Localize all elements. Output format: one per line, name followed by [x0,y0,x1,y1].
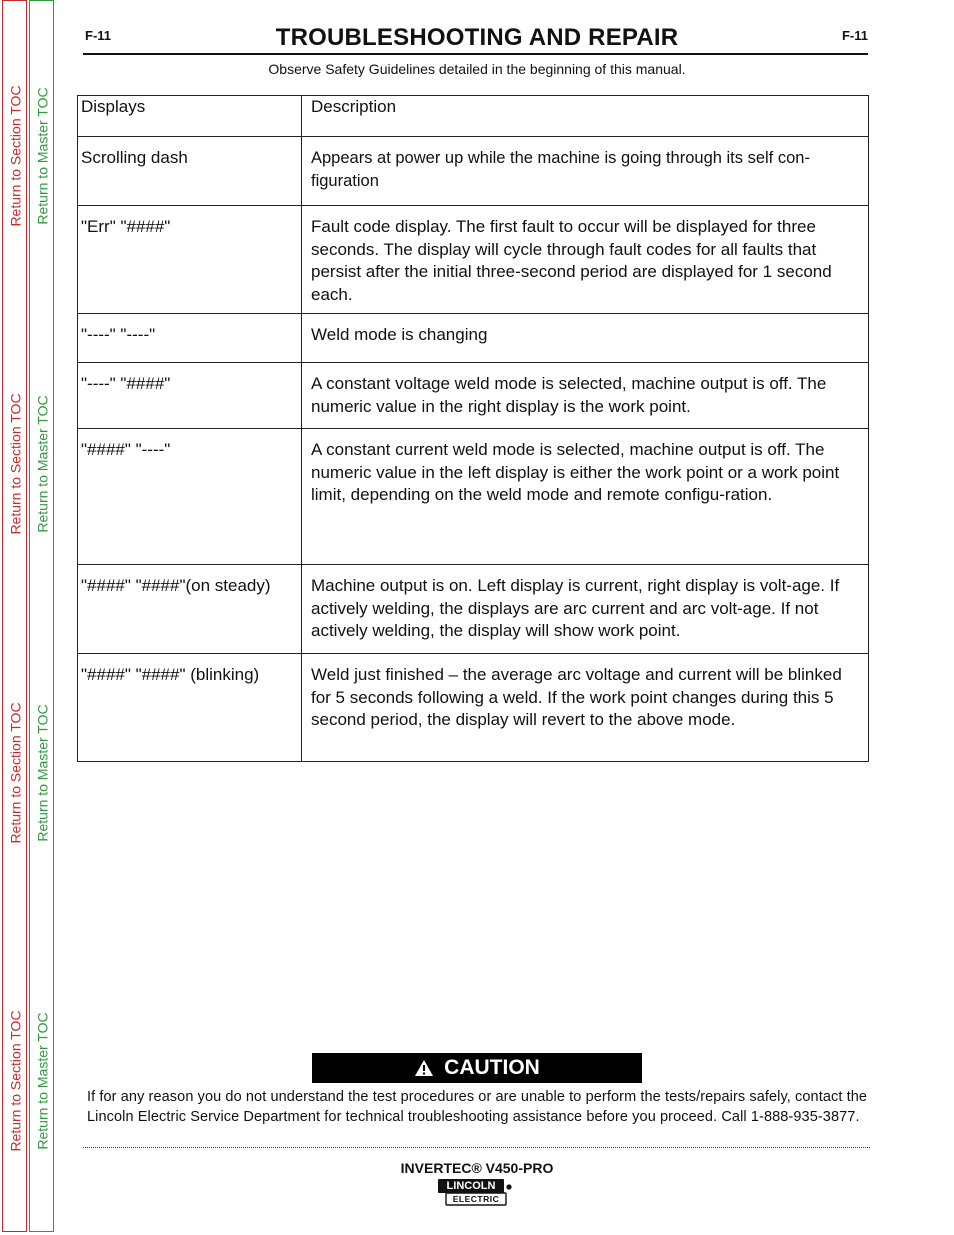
table-row [78,363,869,429]
section-toc-label: Return to Section TOC [7,1010,24,1152]
display-cell: "Err" "####" [78,206,302,314]
section-toc-label: Return to Section TOC [7,702,24,844]
master-toc-label: Return to Master TOC [34,395,51,533]
display-cell: "####" "####" (blinking) [78,654,302,762]
display-cell: Scrolling dash [78,137,302,206]
table-row [78,654,869,762]
display-cell: "----" "----" [78,314,302,363]
lincoln-electric-logo [437,1178,515,1208]
return-to-section-toc-link[interactable] [3,379,28,549]
master-toc-label: Return to Master TOC [34,1012,51,1150]
product-name: INVERTEC® V450-PRO [400,1160,554,1176]
return-to-section-toc-link[interactable] [3,71,28,241]
return-to-master-toc-link[interactable] [30,379,55,549]
table-row [78,429,869,565]
safety-note: Observe Safety Guidelines detailed in the beginning of this manual. [268,61,686,77]
footer-divider [83,1147,870,1148]
table-row [78,565,869,654]
return-to-section-toc-link[interactable] [3,688,28,858]
section-toc-sidebar [2,0,27,1232]
page-code-left: F-11 [85,28,112,43]
caution-text: If for any reason you do not understand the test procedures or are unable to perform the tests/repairs safely, contact the Lincoln Electric Service Department for technical troubleshooting assistance before you proceed. Call 1-888-935-3877. [87,1089,868,1125]
description-cell: A constant voltage weld mode is selected, machine output is off. The numeric value in the right display is the work point. [302,363,869,429]
master-toc-sidebar [29,0,54,1232]
header-displays: Displays [78,96,302,137]
return-to-master-toc-link[interactable] [30,688,55,858]
table-row [78,206,869,314]
master-toc-label: Return to Master TOC [34,87,51,225]
description-cell: Fault code display. The first fault to occur will be displayed for three seconds. The display will cycle through fault codes for all faults that persist after the initial three-second period are displayed for 1 second each. [302,206,869,314]
page-title: TROUBLESHOOTING AND REPAIR [275,24,679,51]
return-to-master-toc-link[interactable] [30,996,55,1166]
header-divider [83,53,868,55]
description-cell: Weld just finished – the average arc voltage and current will be blinked for 5 seconds following a weld. If the work point changes during this 5 second period, the display will revert to the above mode. [302,654,869,762]
display-cell: "####" "####"(on steady) [78,565,302,654]
display-cell: "----" "####" [78,363,302,429]
table-header-row [78,96,869,137]
caution-label: CAUTION [444,1056,540,1079]
warning-triangle-icon [414,1059,434,1077]
description-cell: Machine output is on. Left display is current, right display is volt-age. If actively welding, the displays are arc current and arc volt-age. If not actively welding, the display will show work point. [302,565,869,654]
return-to-section-toc-link[interactable] [3,996,28,1166]
header-description: Description [302,96,869,137]
logo-top-text: LINCOLN [446,1180,496,1192]
display-cell: "####" "----" [78,429,302,565]
caution-banner [312,1053,642,1083]
page-code-right: F-11 [841,28,868,43]
return-to-master-toc-link[interactable] [30,71,55,241]
master-toc-label: Return to Master TOC [34,704,51,842]
description-cell: Weld mode is changing [302,314,869,363]
description-cell: Appears at power up while the machine is going through its self con-figuration [302,137,869,206]
description-cell: A constant current weld mode is selected, machine output is off. The numeric value in the left display is either the work point or a work point limit, depending on the weld mode and remote configu-ration. [302,429,869,565]
section-toc-label: Return to Section TOC [7,393,24,535]
section-toc-label: Return to Section TOC [7,85,24,227]
logo-bottom-text: ELECTRIC [452,1194,500,1204]
display-codes-table [77,95,869,762]
table-row [78,137,869,206]
table-row [78,314,869,363]
